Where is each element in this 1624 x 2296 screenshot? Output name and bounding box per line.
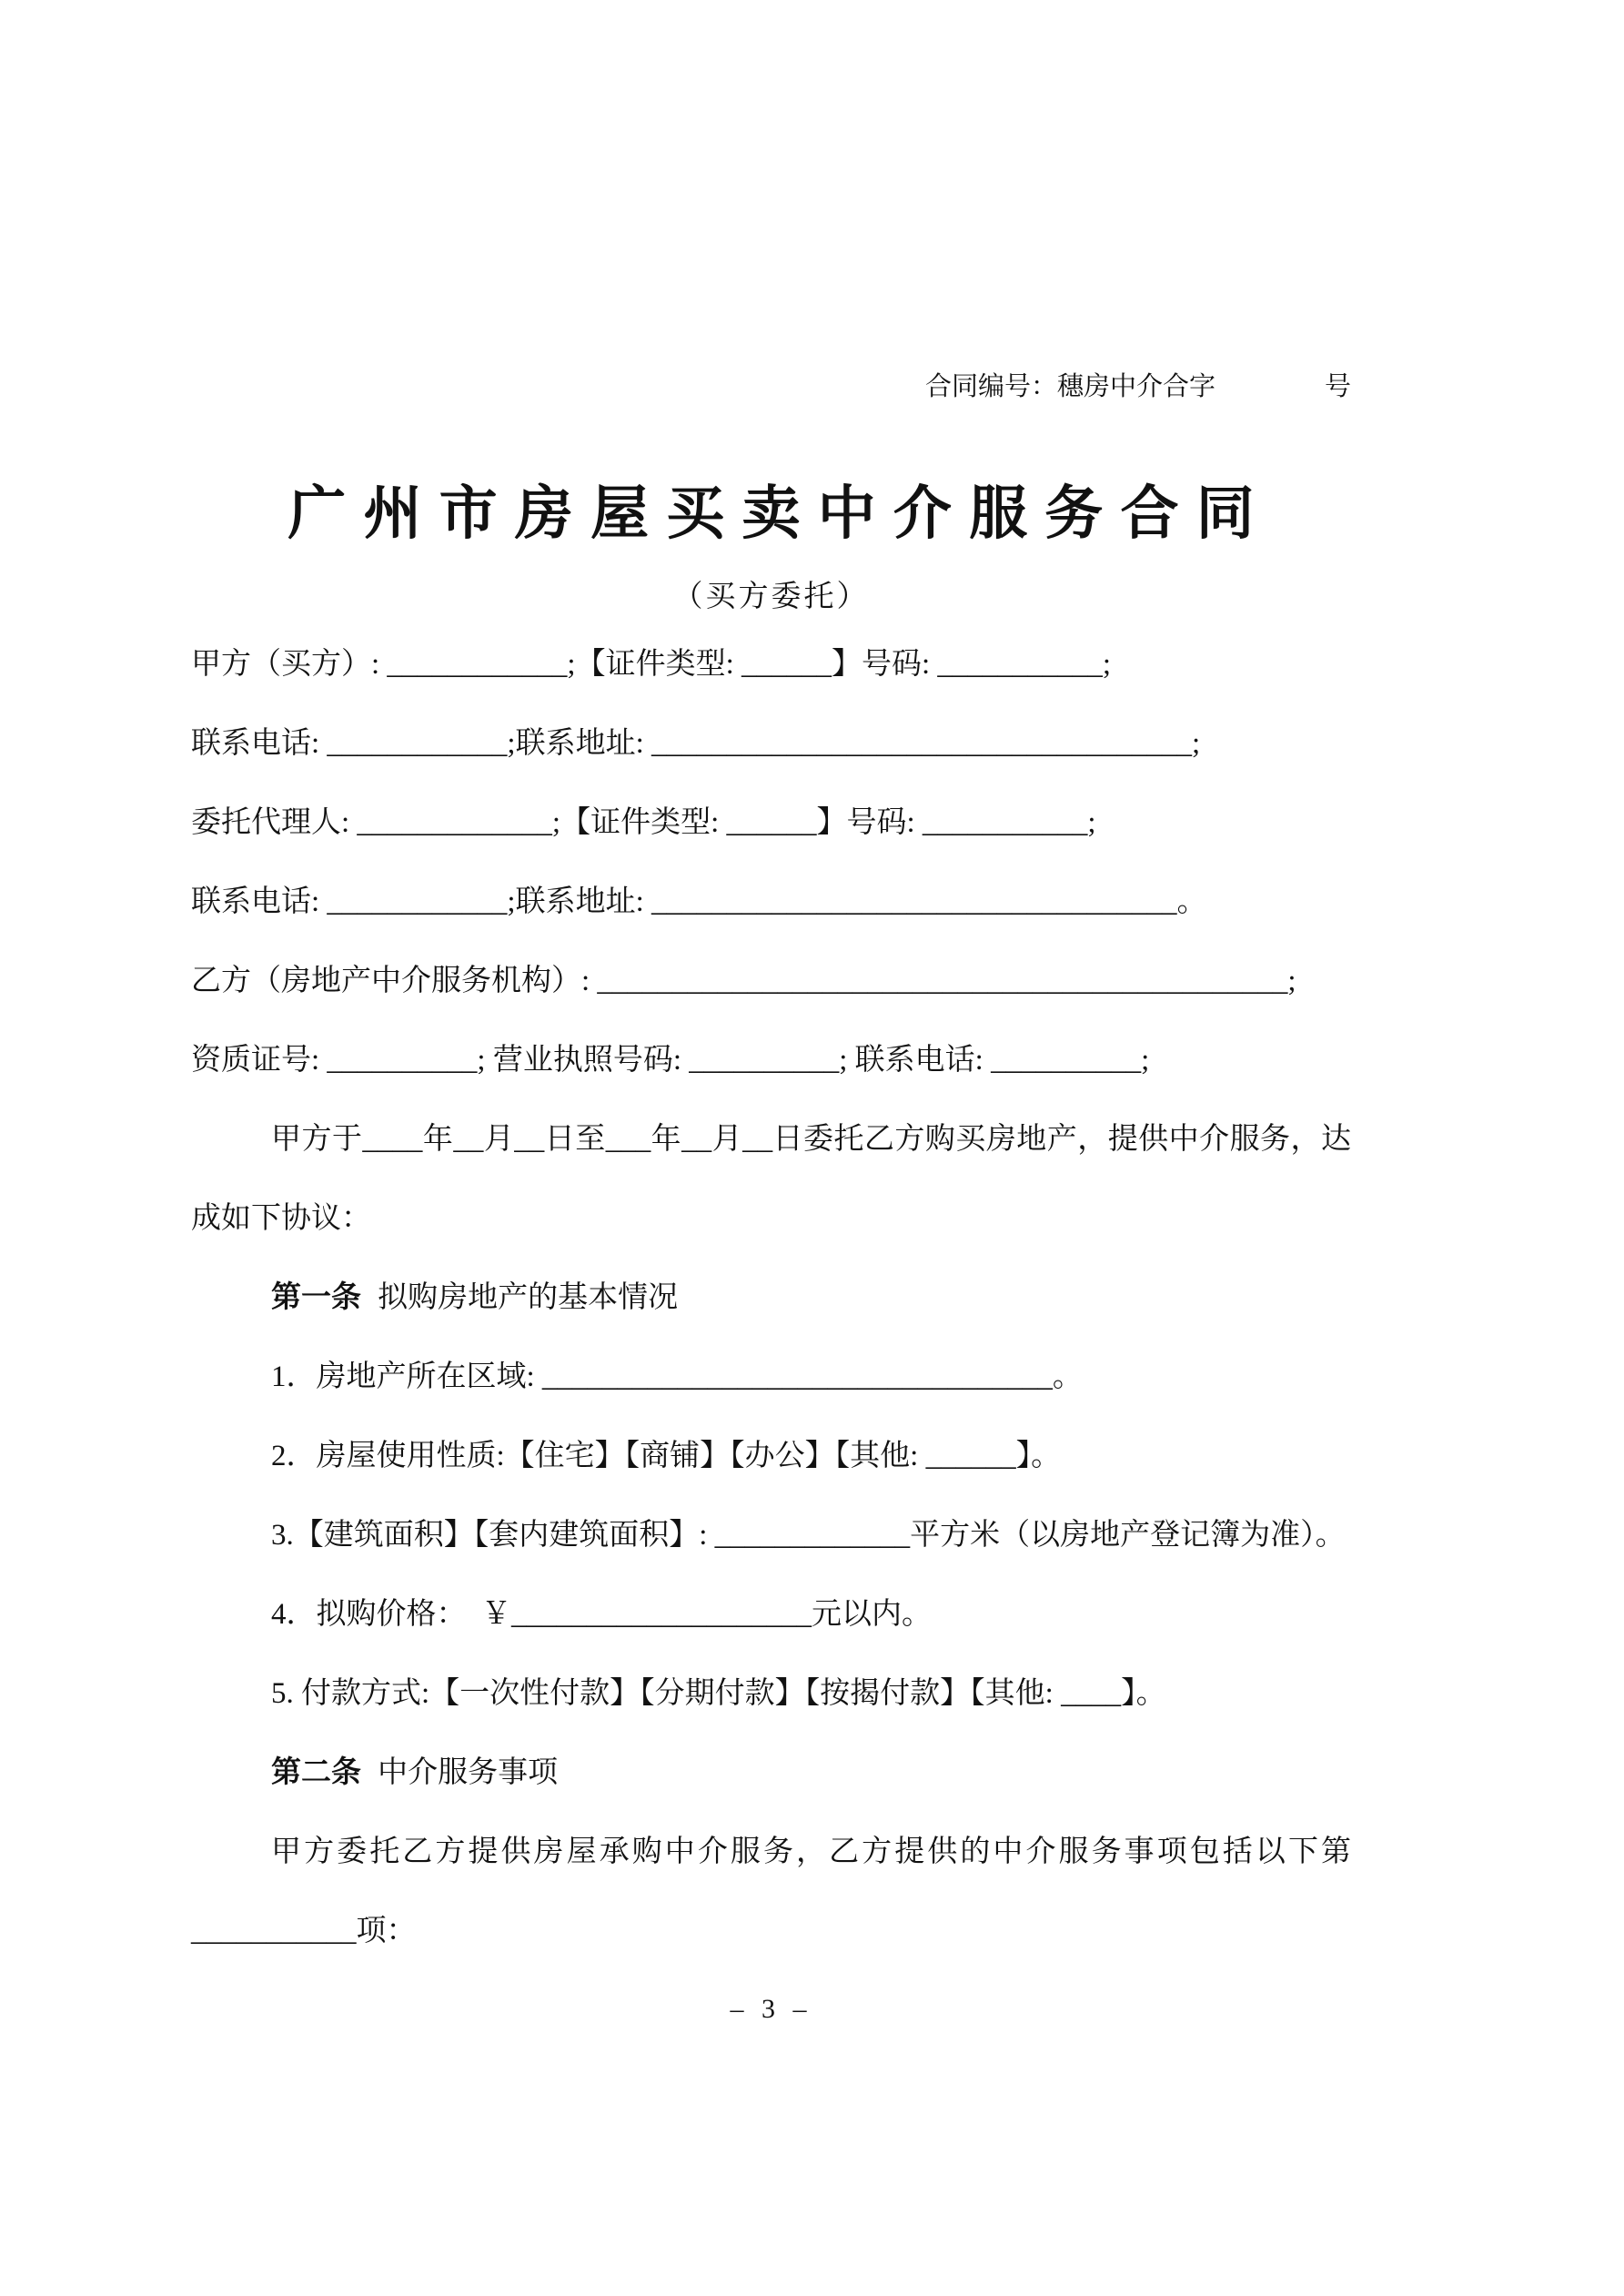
- document-title: 广州市房屋买卖中介服务合同: [287, 481, 1272, 546]
- article1-heading: [191, 1259, 1351, 1338]
- article1-number: 第一条: [271, 1281, 361, 1314]
- article2-title: 中介服务事项: [378, 1756, 559, 1789]
- article1-item-2: 2．房屋使用性质:【住宅】【商铺】【办公】【其他: ______】。: [271, 1440, 1062, 1472]
- party-a-line: 甲方（买方）: ____________;【证件类型: ______】号码: ___________;: [191, 648, 1112, 681]
- article1-item-1: 1．房地产所在区域: __________________________________。: [271, 1360, 1083, 1393]
- article2-number: 第二条: [271, 1756, 361, 1789]
- article1-title: 拟购房地产的基本情况: [378, 1281, 679, 1314]
- agent-line: 委托代理人: _____________;【证件类型: ______】号码: ___________;: [191, 806, 1096, 839]
- page-number: – 3 –: [730, 1994, 812, 2024]
- contract-number-label: 合同编号：穗房中介合字: [924, 372, 1215, 401]
- party-a-contact-line: 联系电话: ____________;联系地址: ____________________________________;: [191, 727, 1201, 760]
- agent-contact-line: 联系电话: ____________;联系地址: ___________________________________。: [191, 885, 1207, 918]
- contract-number-line: [191, 369, 1351, 405]
- contract-number-suffix: 号: [1324, 372, 1351, 401]
- preamble-paragraph: 甲方于____年__月__日至___年__月__日委托乙方购买房地产，提供中介服务，达成如下协议：: [191, 1123, 1351, 1235]
- article2-heading: [191, 1734, 1351, 1813]
- party-b-credentials-line: 资质证号: __________; 营业执照号码: __________; 联系电话: __________;: [191, 1044, 1150, 1077]
- document-subtitle: （买方委托）: [672, 581, 870, 613]
- article1-item-5: 5. 付款方式:【一次性付款】【分期付款】【按揭付款】【其他: ____】。: [271, 1677, 1166, 1710]
- article1-item-3: 3.【建筑面积】【套内建筑面积】: _____________平方米（以房地产登记簿为准）。: [271, 1519, 1346, 1552]
- party-b-line: 乙方（房地产中介服务机构）: ______________________________________________;: [191, 965, 1296, 997]
- article2-paragraph: 甲方委托乙方提供房屋承购中介服务，乙方提供的中介服务事项包括以下第___________项：: [191, 1836, 1351, 1947]
- article1-item-4: 4．拟购价格： ￥____________________元以内。: [271, 1598, 932, 1631]
- document-body: [191, 625, 1351, 1971]
